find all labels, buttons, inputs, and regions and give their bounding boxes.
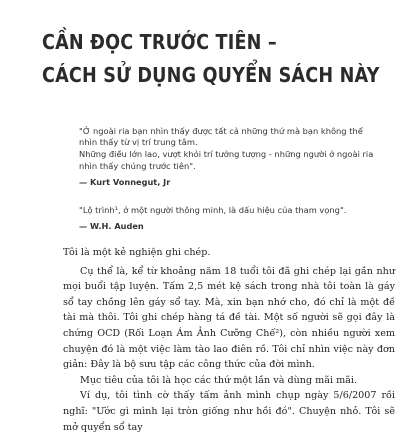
body-paragraph: Tôi là một kẻ nghiện ghi chép. [63,247,211,258]
chapter-title-line-1: CẦN ĐỌC TRƯỚC TIÊN – [42,30,277,54]
quote-text: Những điều lớn lao, vượt khỏi trí tưởng tượng - những người ở ngoài ria nhìn thấy chúng trước tiên". [79,149,374,171]
body-text [63,245,395,435]
quote-text: "Lộ trình¹, ở một người thông minh, là dấu hiệu của tham vọng". [79,205,347,215]
epigraph-quote-auden [79,205,379,232]
body-paragraph: Mục tiêu của tôi là học các thứ một lần và dùng mãi mãi. [80,374,358,386]
epigraph-quote-vonnegut [79,126,379,188]
body-paragraph: Cụ thể là, kể từ khoảng năm 18 tuổi tôi đã ghi chép lại gần như mọi buổi tập luyện. Tấm 2,5 mét kệ sách trong nhà tôi toàn là gáy sổ tay chồng lên gáy sổ tay. Mà, xin bạn nhớ cho, đó chỉ là một đề tài mà thôi. Tôi ghi chép hàng tá đề tài. Một số người sẽ gọi đây là chứng OCD (Rối Loạn Ám Ảnh Cưỡng Chế²), còn nhiều người xem chuyện đó là một việc làm tào lao điên rồ. Tôi chỉ nhìn việc này đơn giản: Đây là bộ sưu tập các công thức của đời mình. [63,265,395,371]
chapter-title [42,26,380,92]
quote-author: — Kurt Vonnegut, Jr [79,176,171,187]
chapter-title-line-2: CÁCH SỬ DỤNG QUYỂN SÁCH NÀY [42,63,380,87]
quote-text: "Ở ngoài ria bạn nhìn thấy được tất cả những thứ mà bạn không thể nhìn thấy từ vị trí trung tâm. [79,126,363,148]
quote-author: — W.H. Auden [79,221,144,232]
body-paragraph: Ví dụ, tôi tình cờ thấy tấm ảnh mình chụp ngày 5/6/2007 rồi nghĩ: "Ước gì mình lại tròn giống như hồi đó". Chuyện nhỏ. Tôi sẽ mở quyển sổ tay [63,390,395,433]
